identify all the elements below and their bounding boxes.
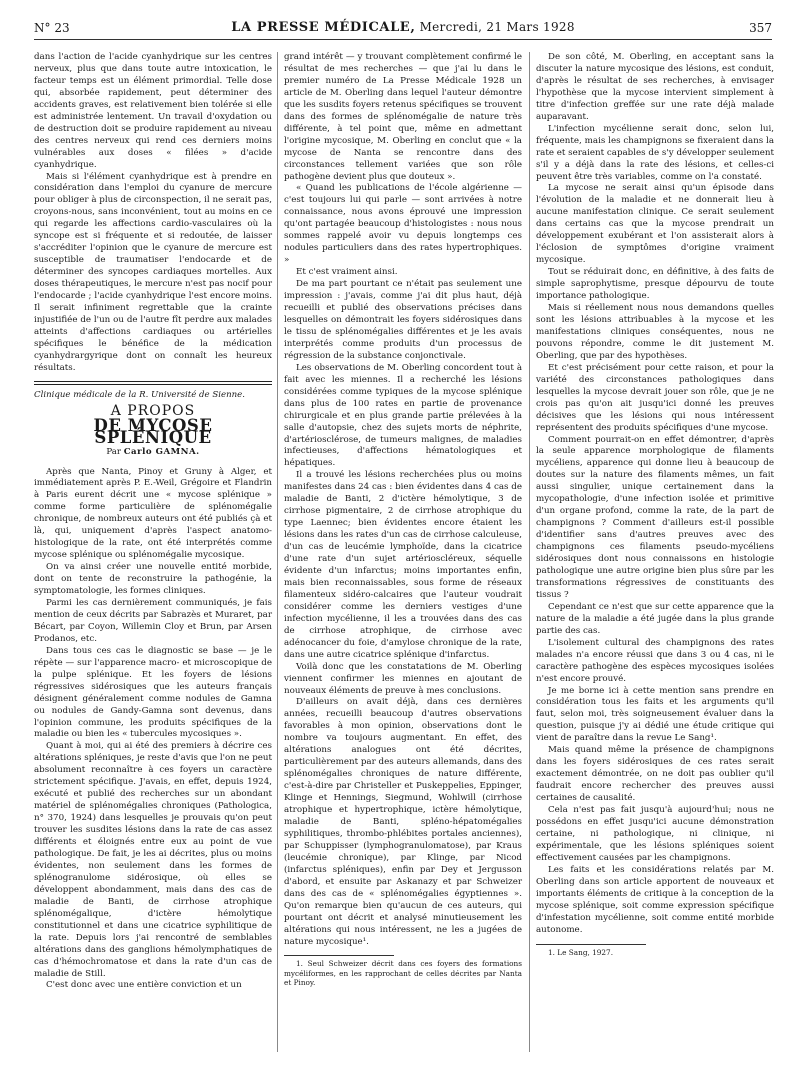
article-pretitle: A PROPOS — [110, 402, 196, 419]
paragraph: Les faits et les considérations relatés par M. Oberling dans son article apportent de nouveaux et importants éléments de critique à la conception de la mycose splénique, soit comme expression spécifique d'infestation mycélienne, soit comme entité morbide autonome. — [536, 864, 774, 935]
clinic-affiliation: Clinique médicale de la R. Université de Sienne. — [34, 389, 245, 400]
column-3 — [536, 52, 774, 957]
paragraph: De ma part pourtant ce n'était pas seulement une impression : j'avais, comme j'ai dit plus haut, déjà recueilli et publié des observations précises dans lesquelles on démontrait les foyers sidérosiques dans le tissu de splénomégalies différentes et je les avais interprétés comme produits d'un processus de régression de la substance conjonctivale. — [284, 279, 522, 361]
journal-masthead — [114, 20, 692, 35]
paragraph: « Quand les publications de l'école algérienne — c'est toujours lui qui parle — sont arrivées à notre connaissance, nous avons éprouvé une impression qu'ont partagée beaucoup d'histologistes : nous nous sommes rappelé avoir vu depuis longtemps ces nodules particuliers dans des rates hypertrophiques. » — [284, 183, 522, 266]
section-divider — [34, 381, 272, 382]
paragraph: L'infection mycélienne serait donc, selon lui, fréquente, mais les champignons se fixeraient dans la rate et seraient capables de s'y développer seulement s'il y a déjà dans la rate des lésions, et celles-ci peuvent être très variables, comme on l'a constaté. — [536, 123, 774, 182]
paragraph: Mais si réellement nous nous demandons quelles sont les lésions attribuables à la mycose et les manifestations cliniques conséquentes, nous ne pouvons répondre, comme le dit justement M. Oberling, que par des hypothèses. — [536, 303, 774, 361]
paragraph: C'est donc avec une entière conviction et un — [46, 980, 242, 991]
column-divider — [529, 52, 530, 1052]
paragraph: Quant à moi, qui ai été des premiers à décrire ces altérations spléniques, je reste d'avis que l'on ne peut absolument reconnaître à ces foyers un caractère strictement spécifique. J'avais, en effet, depuis 1924, exécuté et publié des recherches sur un abondant matériel de splénomégalies chroniques (Pathologica, n° 370, 1924) dans lesquelles je prouvais qu'on peut trouver les susdites lésions dans la rate de cas assez différents et éloignés entre eux au point de vue pathologique. De fait, je les ai décrites, plus ou moins évidentes, non seulement dans les formes de splénogranulome sidérosique, où elles se développent abondamment, mais dans des cas de maladie de Banti, de cirrhose atrophique splénomégalique, d'ictère hémolytique constitutionnel et dans une cicatrice syphilitique de la rate. Depuis lors j'ai rencontré de semblables altérations dans des ganglions hémolymphatiques de cas d'hémochromatose et dans la rate d'un cas de maladie de Still. — [34, 741, 272, 979]
column-2 — [284, 52, 522, 988]
author-prefix: Par — [106, 446, 124, 457]
paragraph: Dans tous ces cas le diagnostic se base — je le répète — sur l'apparence macro- et microscopique de la pulpe splénique. Et les foyers de lésions régressives sidérosiques que les auteurs français désignent généralement comme nodules de Gamna ou nodules de Gandy-Gamna sont devenus, dans l'opinion commune, les produits spécifiques de la maladie ou bien les « tubercules mycosiques ». — [34, 645, 272, 740]
issue-date: Mercredi, 21 Mars 1928 — [415, 20, 575, 34]
paragraph: Les observations de M. Oberling concordent tout à fait avec les miennes. Il a recherché les lésions considérées comme typiques de la mycose splénique dans plus de 100 rates en partie de provenance chirurgicale et en plus grande partie prélevées à la salle d'autopsie, chez des sujets morts de néphrite, d'artériosclérose, de tumeurs malignes, de maladies infectieuses, d'affections hématologiques et hépatiques. — [284, 362, 522, 469]
column-1 — [34, 52, 272, 992]
article-author — [34, 447, 272, 459]
paragraph: La mycose ne serait ainsi qu'un épisode dans l'évolution de la maladie et ne donnerait lieu à aucune manifestation clinique. Ce serait seulement dans certains cas que la mycose prendrait un développement exubérant et l'on assisterait alors à l'éclosion de symptômes d'origine vraiment mycosique. — [536, 183, 774, 266]
footnote-divider — [284, 955, 394, 956]
paragraph: Et c'est vraiment ainsi. — [296, 267, 398, 278]
paragraph: Et c'est précisément pour cette raison, et pour la variété des circonstances pathologiques dans lesquelles la mycose devrait jouer son rôle, que je ne crois pas qu'on ait jusqu'ici donné les preuves décisives que les lésions qui nous intéressent représentent des produits spécifiques d'une mycose. — [536, 362, 774, 433]
journal-title: LA PRESSE MÉDICALE, — [231, 20, 416, 35]
paragraph: Cela n'est pas fait jusqu'à aujourd'hui; nous ne possédons en effet jusqu'ici aucune démonstration certaine, ni pathologique, ni clinique, ni expérimentale, que les lésions spléniques soient effectivement causées par les champignons. — [536, 805, 774, 863]
footnote: 1. Le Sang, 1927. — [548, 947, 614, 957]
page-number: 357 — [749, 21, 772, 35]
paragraph: Voilà donc que les constatations de M. Oberling viennent confirmer les miennes en ajoutant de nouveaux éléments de preuve à mes conclusions. — [284, 661, 522, 696]
article-title: DE MYCOSE SPLÉNIQUE — [93, 415, 213, 447]
paragraph: Mais quand même la présence de champignons dans les foyers sidérosiques de ces rates serait exactement démontrée, on ne doit pas oublier qu'il faudrait encore rechercher des preuves aussi certaines de causalité. — [536, 745, 774, 804]
paragraph: Tout se réduirait donc, en définitive, à des faits de simple saprophytisme, presque dépourvu de toute importance pathologique. — [536, 267, 774, 302]
paragraph: On va ainsi créer une nouvelle entité morbide, dont on tente de reconstruire la pathogénie, la symptomatologie, les formes cliniques. — [34, 562, 272, 597]
paragraph: Je me borne ici à cette mention sans prendre en considération tous les faits et les arguments qu'il faut, selon moi, très soigneusement évaluer dans la question, puisque j'y ai dédié une étude critique qui vient de paraître dans la revue Le Sang¹. — [536, 685, 774, 744]
paragraph: Il a trouvé les lésions recherchées plus ou moins manifestes dans 24 cas : bien évidentes dans 4 cas de maladie de Banti, 2 d'ictère hémolytique, 3 de cirrhose pigmentaire, 2 de cirrhose atrophique du type Laennec; bien évidentes encore étaient les lésions dans les rates d'un cas de cirrhose calculeuse, d'un cas de leucémie lymphoïde, dans la cicatrice d'une rate d'un sujet artérioscléreux, séquelle évidente d'un infarctus; moins importantes enfin, mais bien reconnaissables, sous forme de réseaux filamenteux sidéro-calcaires que l'auteur voudrait considérer comme les derniers vestiges d'une infection mycélienne, il les a trouvées dans des cas de cirrhose atrophique, de cirrhose avec adénocancer du foie, d'amylose chronique de la rate, dans une autre cicatrice splénique d'infarctus. — [284, 470, 523, 660]
paragraph: Après que Nanta, Pinoy et Gruny à Alger, et immédiatement après P. E.-Weil, Grégoire et Flandrin à Paris eurent décrit une « mycose splénique » comme forme particulière de splénomégalie chronique, de nombreux auteurs ont été publiés çà et là, qui, uniquement d'après l'aspect anatomo-histologique de la rate, ont été interprétés comme mycose splénique ou splénomégalie mycosique. — [34, 466, 272, 561]
paragraph: D'ailleurs on avait déjà, dans ces dernières années, recueilli beaucoup d'autres observations favorables à mon opinion, observations dont le nombre va toujours augmentant. En effet, des altérations analogues ont été décrites, particulièrement par des auteurs allemands, dans des splénomégalies chroniques de nature différente, c'est-à-dire par Christeller et Puskeppelies, Eppinger, Klinge et Hennings, Siegmund, Wohlwill (cirrhose atrophique et hypertrophique, ictère hémolytique, maladie de Banti, spléno-hépatomégalies syphilitiques, thrombo-phlébites portales anciennes), par Schuppisser (lymphogranulomatose), par Kraus (leucémie chronique), par Klinge, par Nicod (infarctus spléniques), enfin par Dey et Jergusson d'abord, et ensuite par Askanazy et par Schweizer dans des cas de « splénomégalies égyptiennes ». Qu'on remarque bien qu'aucun de ces auteurs, qui pourtant ont décrit et analysé minutieusement les altérations qui nous intéressent, ne les a jugées de nature mycosique¹. — [284, 697, 522, 947]
paragraph: Cependant ce n'est que sur cette apparence que la nature de la maladie a été jugée dans la plus grande partie des cas. — [536, 601, 774, 636]
paragraph: grand intérêt — y trouvant complètement confirmé le résultat de mes recherches — que j'ai lu dans le premier numéro de La Presse Médicale 1928 un article de M. Oberling dans lequel l'auteur démontre que les susdits foyers retenus spécifiques se trouvent dans des formes de splénomégalie de nature très différente, à tel point que, même en admettant l'origine mycosique, M. Oberling en conclut que « la mycose de Nanta se rencontre dans des circonstances tellement variées que son rôle pathogène devient plus que douteux ». — [284, 52, 522, 182]
section-divider — [34, 384, 272, 385]
paragraph: dans l'action de l'acide cyanhydrique sur les centres nerveux, plus que dans toute autre intoxication, le facteur temps est un élément primordial. Telle dose qui, absorbée rapidement, peut déterminer des accidents graves, est relativement bien tolérée si elle est administrée lentement. Un travail d'oxydation ou de destruction doit se produire rapidement au niveau des centres nerveux qui rend ces derniers moins vulnérables aux doses « filées » d'acide cyanhydrique. — [34, 52, 272, 170]
paragraph: Comment pourrait-on en effet démontrer, d'après la seule apparence morphologique de filaments mycéliens, apparence qui donne lieu à beaucoup de doutes sur la nature des filaments mêmes, un fait aussi singulier, unique certainement dans la mycopathologie, d'une infection isolée et primitive d'un organe profond, comme la rate, de la part de champignons ? Comment d'ailleurs est-il possible d'identifier sans d'autres preuves avec des champignons ces filaments pseudo-mycéliens sidérosiques dont nous connaissons en histologie pathologique une autre origine bien plus sûre par les transformations régressives de constituants des tissus ? — [536, 434, 774, 600]
author-name: Carlo GAMNA. — [123, 446, 200, 457]
footnote-divider — [536, 944, 646, 945]
paragraph: Parmi les cas dernièrement communiqués, je fais mention de ceux décrits par Sabrazès et Muraret, par Bécart, par Coyon, Willemin Cloy et Brun, par Arsen Prodanos, etc. — [34, 597, 272, 644]
issue-number: N° 23 — [34, 21, 70, 35]
paragraph: L'isolement cultural des champignons des rates malades n'a encore réussi que dans 3 ou 4 cas, ni le caractère pathogène des espèces mycosiques isolées n'est encore prouvé. — [536, 637, 774, 684]
page-header — [34, 16, 772, 40]
column-divider — [277, 52, 278, 1052]
paragraph: Mais si l'élément cyanhydrique est à prendre en considération dans l'emploi du cyanure de mercure pour obliger à plus de circonspection, il ne serait pas, croyons-nous, sans inconvénient, tout au moins en ce qui regarde les affections cardio-vasculaires où la syncope est si fréquente et si redoutée, de laisser s'accréditer l'opinion que le cyanure de mercure est susceptible de traumatiser l'endocarde et de déterminer des syncopes cardiaques mortelles. Aux doses thérapeutiques, le mercure n'est pas nocif pour l'endocarde ; l'acide cyanhydrique l'est encore moins. Il serait infiniment regrettable que la crainte injustifiée de l'un ou de l'autre fît perdre aux malades atteints d'affections cardiaques ou artérielles spécifiques le bénéfice de la médication cyanhydrargyrique dont on connaît les heureux résultats. — [34, 171, 272, 373]
footnote: 1. Seul Schweizer décrit dans ces foyers des formations mycéliformes, en les rapprochant de celles décrites par Nanta et Pinoy. — [284, 959, 522, 988]
paragraph: De son côté, M. Oberling, en acceptant sans la discuter la nature mycosique des lésions, est conduit, d'après le résultat de ses recherches, à envisager l'hypothèse que la mycose intervient simplement à titre d'infection greffée sur une rate déjà malade auparavant. — [536, 52, 774, 122]
